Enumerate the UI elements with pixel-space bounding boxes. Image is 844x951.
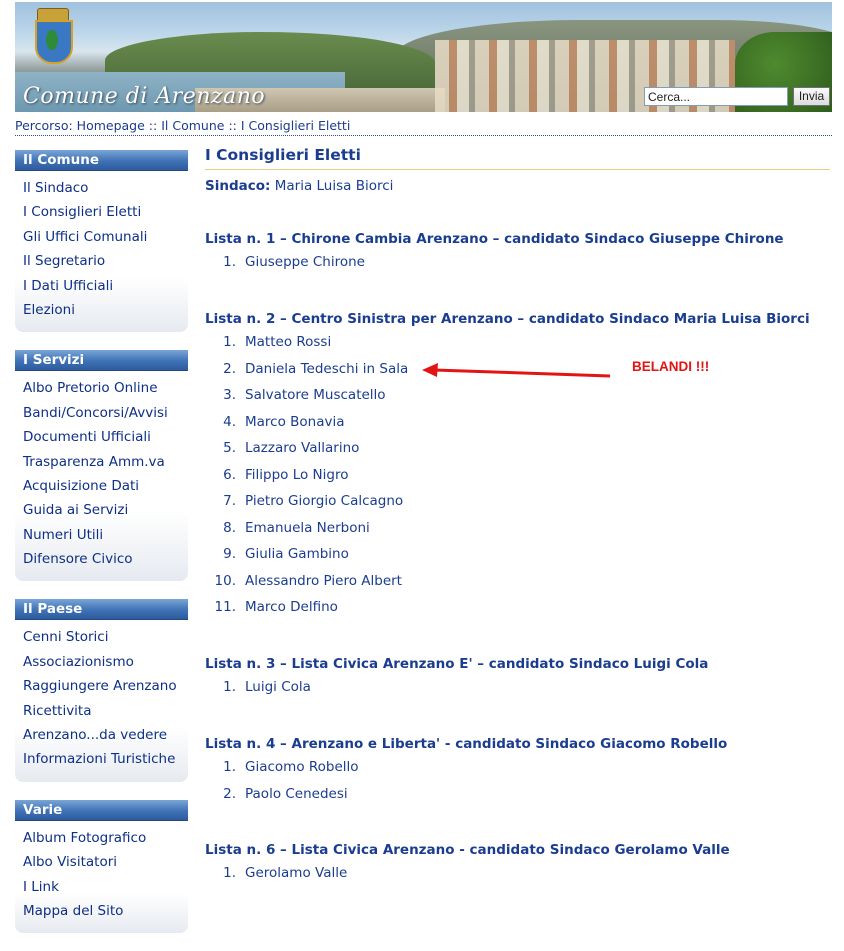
lista-section xyxy=(205,654,830,701)
lista-title: Lista n. 3 – Lista Civica Arenzano E' – candidato Sindaco Luigi Cola xyxy=(205,656,709,672)
list-item: 1. Giuseppe Chirone xyxy=(223,254,365,270)
sidebar-item-numeri-utili[interactable]: Numeri Utili xyxy=(23,526,104,543)
sidebar-item-album-fotografico[interactable]: Album Fotografico xyxy=(23,829,147,846)
sidebar-box-title: I Servizi xyxy=(15,350,188,371)
sidebar-item-elezioni[interactable]: Elezioni xyxy=(23,301,75,318)
sidebar-item-dati-ufficiali[interactable]: I Dati Ufficiali xyxy=(23,277,114,294)
search-input[interactable] xyxy=(644,87,788,106)
sindaco-label: Sindaco: xyxy=(205,178,271,194)
search-button[interactable]: Invia xyxy=(793,87,830,106)
member-name: Matteo Rossi xyxy=(245,334,332,350)
list-item: 11. Marco Delfino xyxy=(214,599,338,615)
sidebar-item-da-vedere[interactable]: Arenzano...da vedere xyxy=(23,727,168,744)
lista-title: Lista n. 6 – Lista Civica Arenzano - candidato Sindaco Gerolamo Valle xyxy=(205,842,730,858)
sidebar-box-title: Il Comune xyxy=(15,150,188,171)
member-name: Giacomo Robello xyxy=(245,759,359,775)
lista-title: Lista n. 2 – Centro Sinistra per Arenzano – candidato Sindaco Maria Luisa Biorci xyxy=(205,311,810,327)
lista-section xyxy=(205,229,830,276)
lista-title: Lista n. 1 – Chirone Cambia Arenzano – candidato Sindaco Giuseppe Chirone xyxy=(205,231,784,247)
lista-title: Lista n. 4 – Arenzano e Liberta' - candidato Sindaco Giacomo Robello xyxy=(205,736,728,752)
sindaco-line xyxy=(205,178,393,194)
sidebar-item-difensore-civico[interactable]: Difensore Civico xyxy=(23,551,133,568)
lista-section xyxy=(205,309,830,621)
member-name: Filippo Lo Nigro xyxy=(245,466,349,483)
sidebar-item-mappa-sito[interactable]: Mappa del Sito xyxy=(23,902,124,919)
sidebar-box-il-paese xyxy=(15,599,188,781)
list-item: 8. Emanuela Nerboni xyxy=(223,519,370,536)
sidebar-item-associazionismo[interactable]: Associazionismo xyxy=(23,653,134,670)
list-item: 1. Matteo Rossi xyxy=(223,334,332,350)
list-item: 3. Salvatore Muscatello xyxy=(223,387,386,403)
sidebar-item-bandi[interactable]: Bandi/Concorsi/Avvisi xyxy=(23,404,168,421)
list-item: 9. Giulia Gambino xyxy=(223,546,349,562)
sidebar-box-title: Varie xyxy=(15,800,188,821)
sidebar-item-link[interactable]: I Link xyxy=(23,878,59,895)
list-item: 1. Giacomo Robello xyxy=(223,759,359,775)
coat-of-arms-logo[interactable] xyxy=(31,6,73,64)
list-item: 2. Daniela Tedeschi in Sala xyxy=(223,360,409,377)
sidebar-box-il-comune xyxy=(15,150,188,332)
sidebar-item-albo-pretorio[interactable]: Albo Pretorio Online xyxy=(23,380,158,397)
list-item: 10. Alessandro Piero Albert xyxy=(214,572,402,589)
breadcrumb-link-homepage[interactable]: Homepage xyxy=(76,118,145,133)
lista-section xyxy=(205,840,830,887)
list-item: 2. Paolo Cenedesi xyxy=(223,785,348,802)
sidebar-item-cenni-storici[interactable]: Cenni Storici xyxy=(23,629,109,646)
sidebar-item-info-turistiche[interactable]: Informazioni Turistiche xyxy=(23,751,176,768)
breadcrumb-link-il-comune[interactable]: Il Comune xyxy=(161,118,225,133)
sidebar-box-varie xyxy=(15,800,188,934)
list-item: 7. Pietro Giorgio Calcagno xyxy=(223,493,404,509)
sidebar-item-acquisizione-dati[interactable]: Acquisizione Dati xyxy=(23,477,140,494)
member-name: Paolo Cenedesi xyxy=(245,785,348,802)
sidebar-item-documenti[interactable]: Documenti Ufficiali xyxy=(23,429,151,446)
page-title: I Consiglieri Eletti xyxy=(205,146,830,170)
list-item: 5. Lazzaro Vallarino xyxy=(223,440,360,456)
breadcrumb xyxy=(15,118,832,136)
member-name: Marco Bonavia xyxy=(245,413,345,430)
sidebar-box-i-servizi xyxy=(15,350,188,581)
member-name: Giulia Gambino xyxy=(245,546,349,562)
list-item: 6. Filippo Lo Nigro xyxy=(223,466,349,483)
sidebar-item-ricettivita[interactable]: Ricettivita xyxy=(23,702,92,719)
breadcrumb-separator: :: xyxy=(228,118,237,133)
site-name[interactable]: Comune di Arenzano xyxy=(23,84,266,109)
breadcrumb-prefix: Percorso: xyxy=(15,118,73,133)
member-name: Luigi Cola xyxy=(245,679,311,695)
emblem-icon xyxy=(46,30,58,50)
list-item: 1. Luigi Cola xyxy=(223,679,311,695)
sindaco-name: Maria Luisa Biorci xyxy=(274,178,394,194)
member-name: Daniela Tedeschi in Sala xyxy=(245,360,409,377)
list-item: 4. Marco Bonavia xyxy=(223,413,345,430)
member-name: Emanuela Nerboni xyxy=(245,519,370,536)
sidebar xyxy=(15,150,188,951)
member-name: Pietro Giorgio Calcagno xyxy=(245,493,404,509)
member-name: Salvatore Muscatello xyxy=(245,387,386,403)
sidebar-item-segretario[interactable]: Il Segretario xyxy=(23,253,106,270)
lista-section xyxy=(205,734,830,807)
sidebar-box-title: Il Paese xyxy=(15,599,188,620)
sidebar-item-trasparenza[interactable]: Trasparenza Amm.va xyxy=(23,453,165,470)
member-name: Gerolamo Valle xyxy=(245,865,348,881)
sidebar-item-albo-visitatori[interactable]: Albo Visitatori xyxy=(23,854,117,871)
sidebar-item-consiglieri-eletti[interactable]: I Consiglieri Eletti xyxy=(23,204,142,221)
sidebar-item-raggiungere[interactable]: Raggiungere Arenzano xyxy=(23,678,177,695)
breadcrumb-current[interactable]: I Consiglieri Eletti xyxy=(240,118,351,133)
member-name: Alessandro Piero Albert xyxy=(245,572,402,589)
member-name: Marco Delfino xyxy=(245,599,338,615)
sidebar-item-il-sindaco[interactable]: Il Sindaco xyxy=(23,180,89,196)
member-name: Giuseppe Chirone xyxy=(245,254,365,270)
list-item: 1. Gerolamo Valle xyxy=(223,865,348,881)
sidebar-item-guida-servizi[interactable]: Guida ai Servizi xyxy=(23,502,129,519)
annotation-text: BELANDI !!! xyxy=(632,359,710,374)
breadcrumb-separator: :: xyxy=(148,118,158,133)
annotation-arrow-icon xyxy=(420,362,615,382)
member-name: Lazzaro Vallarino xyxy=(245,440,360,456)
sidebar-item-uffici-comunali[interactable]: Gli Uffici Comunali xyxy=(23,228,148,245)
